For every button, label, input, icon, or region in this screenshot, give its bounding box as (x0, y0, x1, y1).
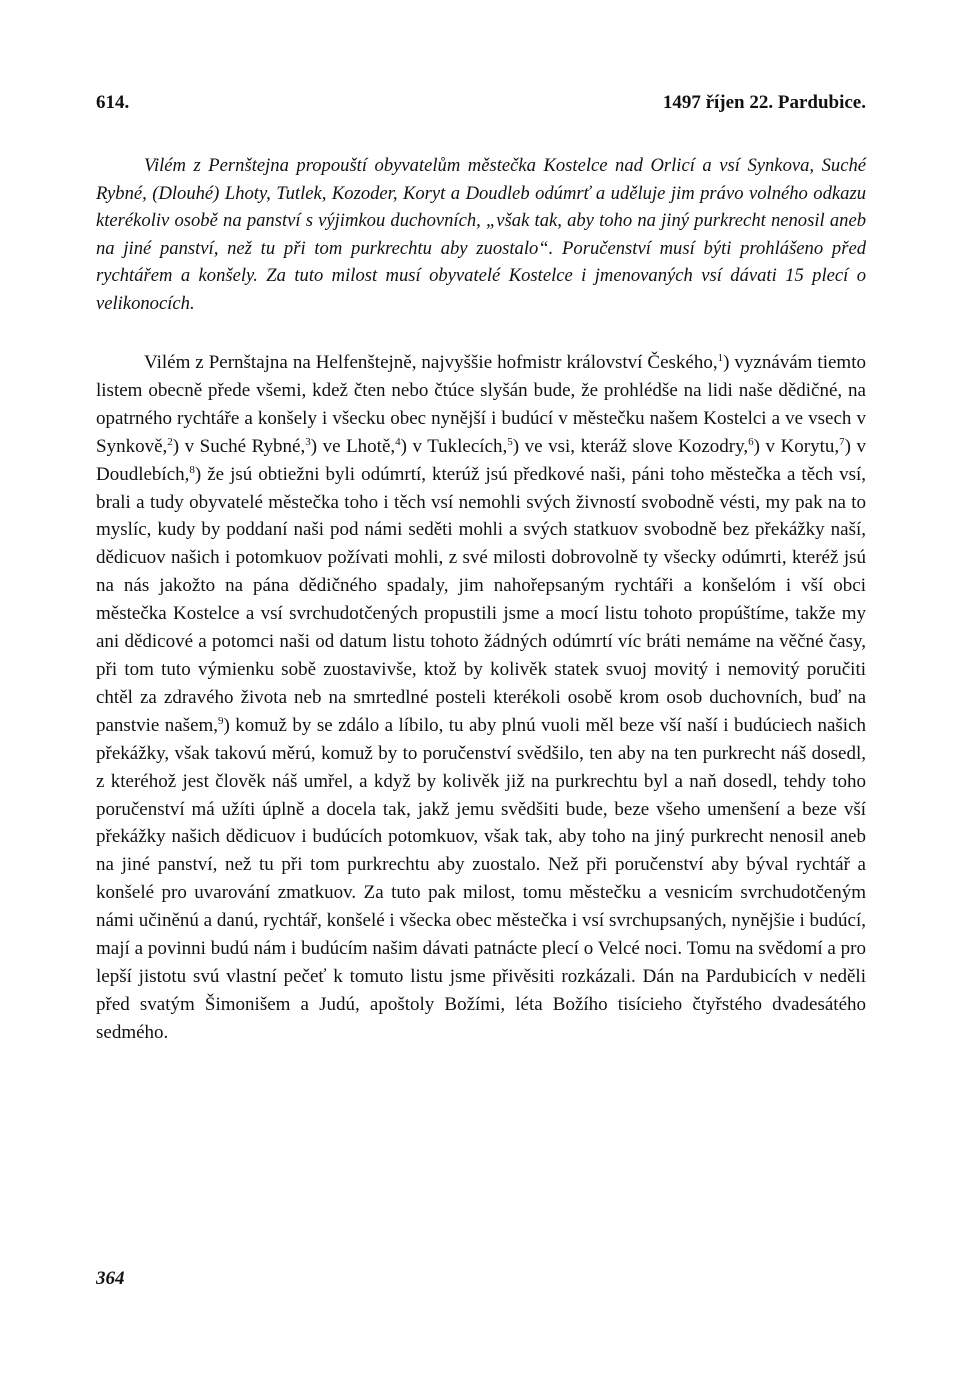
footnote-ref: 4 (395, 435, 401, 448)
footnote-ref: 8 (189, 463, 195, 476)
footnote-ref: 3 (305, 435, 311, 448)
folio-number: 364 (96, 1268, 125, 1289)
text-segment: ) v Doudlebích, (96, 435, 867, 485)
text-segment: ) ve vsi, kteráž slove Kozodry, (512, 435, 749, 457)
text-segment: Vilém z Pernštajna na Helfenštejně, najvyššie hofmistr království Českého, (144, 352, 718, 373)
regest-summary: Vilém z Pernštejna propouští obyvatelům městečka Kostelce nad Orlicí a vsí Synkova, Suché Rybné, (Dlouhé) Lhoty, Tutlek, Kozoder, Koryt a Doudleb odúmrť a uděluje jim právo volného odkazu kterékoliv osobě na panství s výjimkou duchovních, „však tak, aby toho na jiný purkrecht nenosil aneb na jiné panství, než tu při tom purkrechtu aby zuostalo“. Poručenství musí býti prohlášeno před rychtářem a konšely. Za tuto milost musí obyvatelé Kostelce i jmenovaných vsí dávati 15 plecí o velikonocích. (96, 155, 866, 314)
footnote-ref: 2 (167, 435, 173, 448)
text-segment: ) že jsú obtiežni byli odúmrtí, kterúž jsú předkové naši, páni toho městečka a těch vsí, brali a tudy obyvatelé městečka toho i těch vsí nemohli svých živností svobodně vésti, my pak na to myslíc, kudy by poddaní naši pod námi seděti mohli a svých statkuov svobodně bez překážky naší, dědicuov našich i potomkuov požívati mohli, z své milosti dobrovolně ty všecky odúmrti, kteréž jsú na nás jakožto na pána dědičného spadaly, jim nahořepsaným rychtáři a konšelóm i vší obci městečka Kostelce a vsí svrchudotčených propustili jsme a mocí listu tohoto propúštíme, takže my ani dědicové a potomci naši od datum listu tohoto žádných odúmrtí víc bráti nemáme na věčné časy, při tom tuto výmienku sobě zuostavivše, ktož by kolivěk statek svuoj movitý i nemovitý poručiti chtěl za zdravého života neb na smrtedlné posteli kterékoli osobě krom osob duchovních, buď na panstvie našem, (96, 463, 866, 736)
text-segment: ) ve Lhotě, (310, 435, 396, 457)
text-segment: ) komuž by se zdálo a líbilo, tu aby plnú vuoli měl beze vší naší i budúciech našich překážky, však takovú měrú, komuž by to poručenství svědšilo, ten aby na ten purkrecht náš dosedl, z kteréhož jest člověk náš umřel, a když by kolivěk již na purkrechtu byl a naň dosedl, tehdy toho poručenství má užíti úplně a docela tak, jakž jemu svědšiti bude, beze všeho umenšení a beze vší překážky našich dědicuov i budúcích potomkuov, však tak, aby toho na jiný purkrecht nenosil aneb na jiné panství, než tu při tom purkrechtu aby zuostalo. Než při poručenství aby býval rychtář a konšelé pro uvarování zmatkuov. Za tuto pak milost, tomu městečku a vesnicím svrchudotčeným námi učiněnú a danú, rychtář, konšelé i všecka obec městečka i vsí svrchupsaných, nynějšie i budúcí, mají a povinni budú nám i budúcím našim dávati patnácte plecí o Velcé noci. Tomu na svědomí a pro lepší jistotu svú vlastní pečeť k tomuto listu jsme přivěsiti rozkázali. Dán na Pardubicích v neděli před svatým Šimonišem a Judú, apoštoly Božími, léta Božího tisícieho čtyřstého dvadesátého sedmého. (96, 714, 866, 1043)
text-segment: ) v Tuklecích, (400, 435, 508, 457)
text-segment: ) vyznávám tiemto listem obecně přede všemi, kdež čten nebo čtúce slyšán bude, že prohlédše na lidi naše dědičné, na opatrného rychtáře a konšely i všecku obec nynější i budúcí v městečku našem Kostelci a ve vsech v Synkově, (96, 352, 866, 457)
document-page (96, 92, 866, 1066)
footnote-ref: 9 (218, 714, 224, 727)
running-header (96, 92, 866, 122)
text-segment: ) v Korytu, (753, 435, 840, 457)
footnote-ref: 7 (839, 435, 845, 448)
text-segment: ) v Suché Rybné, (172, 435, 306, 457)
charter-text (96, 349, 866, 1047)
footnote-ref: 1 (717, 352, 724, 364)
date-place-heading: 1497 říjen 22. Pardubice. (662, 92, 866, 113)
footnote-ref: 5 (507, 435, 513, 448)
page-number: 614. (96, 92, 130, 113)
footnote-ref: 6 (748, 435, 754, 448)
